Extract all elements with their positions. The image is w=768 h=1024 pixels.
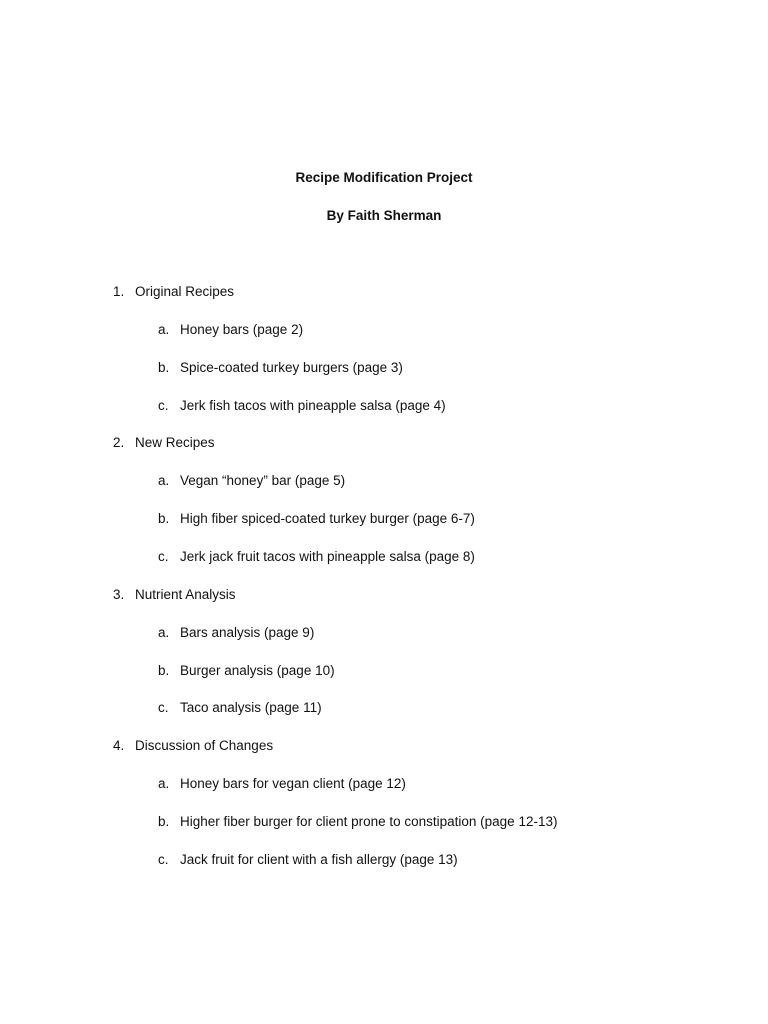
item-letter: c. [158,700,169,716]
item-letter: c. [158,397,169,413]
item-letter: b. [158,511,170,527]
item-text: Jerk fish tacos with pineapple salsa (page 4) [180,397,446,413]
item-letter: a. [158,624,170,640]
item-text: Burger analysis (page 10) [180,662,335,678]
item-text: Taco analysis (page 11) [180,700,322,716]
author-line: By Faith Sherman [326,208,442,223]
item-letter: b. [158,662,170,678]
item-text: Jack fruit for client with a fish allergy (page 13) [180,851,458,867]
item-text: Higher fiber burger for client prone to constipation (page 12-13) [180,813,558,829]
section-label: Original Recipes [135,284,235,299]
item-text: Honey bars (page 2) [180,321,304,337]
item-letter: b. [158,813,170,829]
page-title: Recipe Modification Project [295,170,473,185]
item-text: Spice-coated turkey burgers (page 3) [180,359,403,375]
section-label: Nutrient Analysis [135,586,236,602]
item-text: Honey bars for vegan client (page 12) [180,776,406,792]
item-text: High fiber spiced-coated turkey burger (page 6-7) [180,511,475,527]
item-text: Vegan “honey” bar (page 5) [180,473,346,489]
item-letter: a. [158,321,170,337]
item-text: Jerk jack fruit tacos with pineapple salsa (page 8) [180,548,475,564]
item-letter: b. [158,359,170,375]
section-number: 3. [113,586,125,602]
item-letter: c. [158,851,169,867]
item-letter: a. [158,473,170,489]
section-number: 4. [113,738,125,754]
section-label: Discussion of Changes [135,738,274,754]
section-label: New Recipes [135,435,215,451]
item-letter: c. [158,548,169,564]
item-letter: a. [158,776,170,792]
item-text: Bars analysis (page 9) [180,624,315,640]
section-number: 1. [113,284,125,299]
section-number: 2. [113,435,125,451]
